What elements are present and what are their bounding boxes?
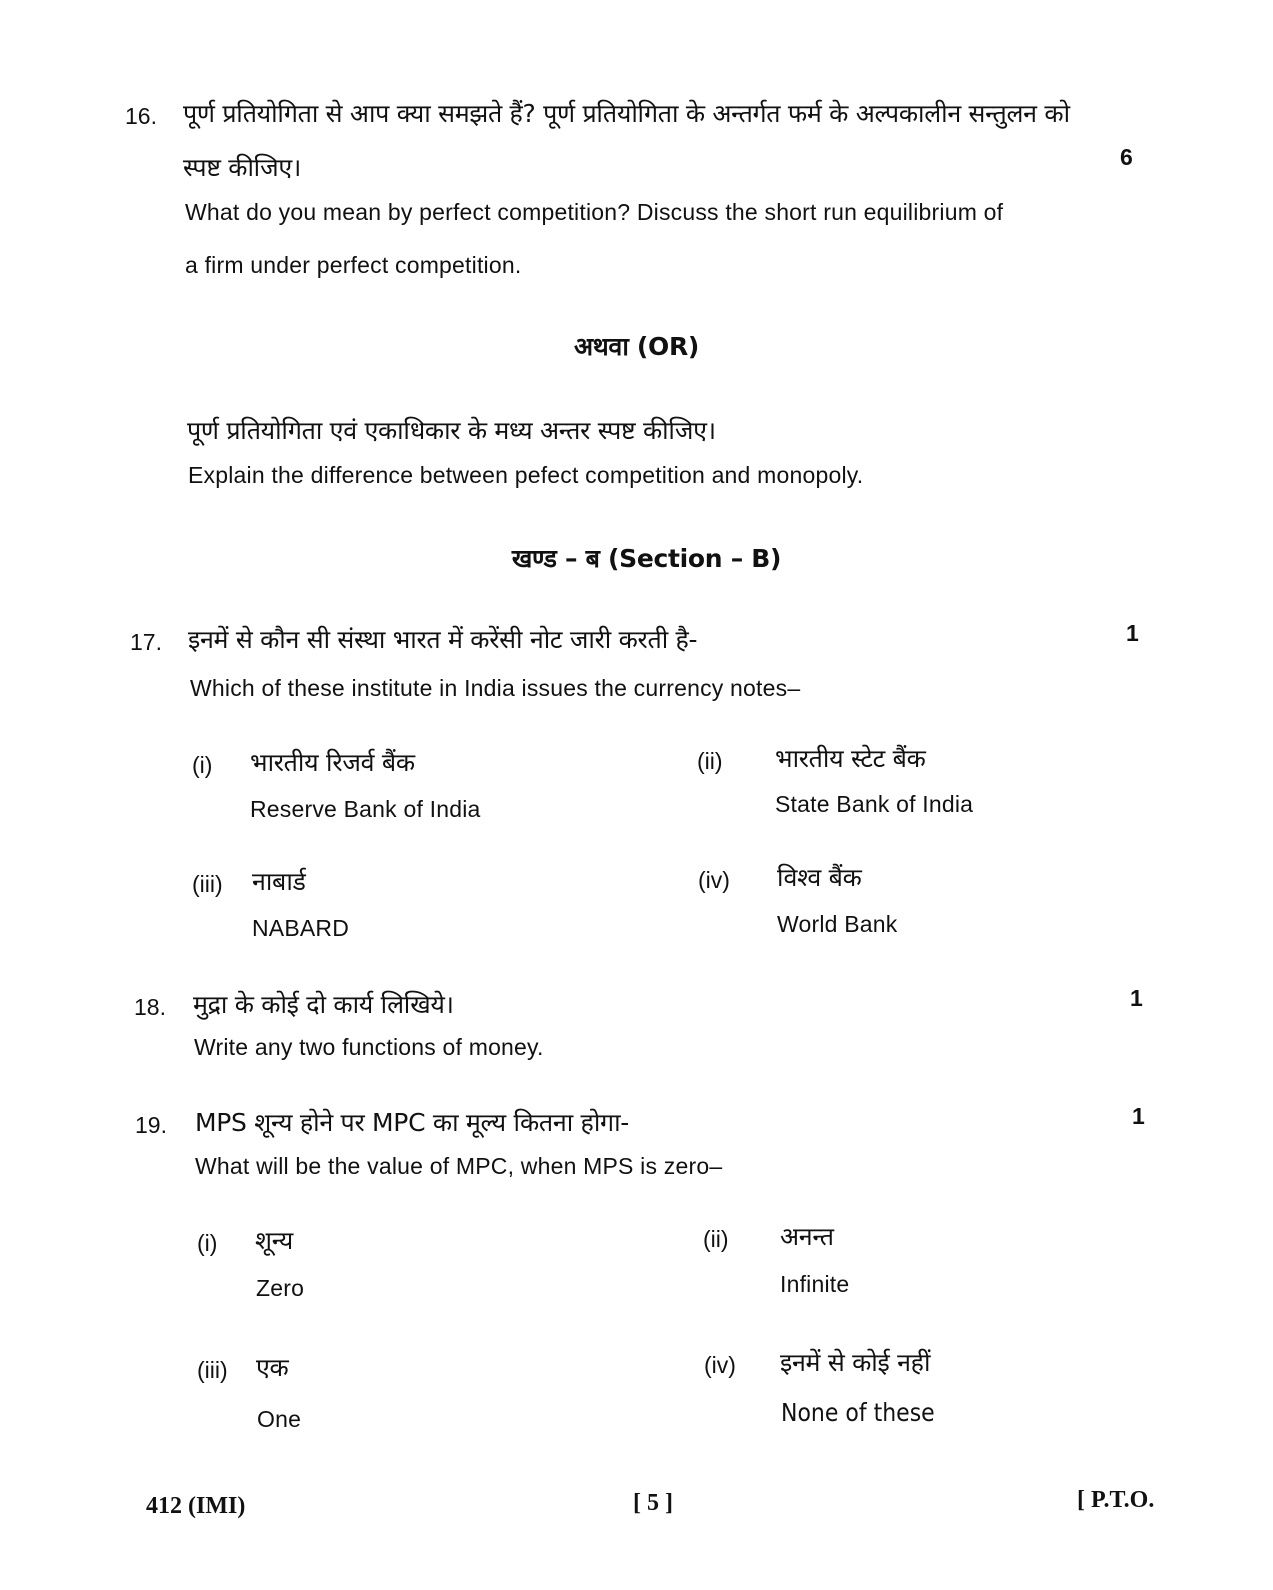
question-number: 16.	[125, 103, 157, 129]
option-english: None of these	[781, 1398, 935, 1427]
question-hindi-line2: स्पष्ट कीजिए।	[183, 153, 302, 182]
alternative-hindi: पूर्ण प्रतियोगिता एवं एकाधिकार के मध्य अन्तर स्पष्ट कीजिए।	[187, 416, 716, 445]
question-hindi: MPS शून्य होने पर MPC का मूल्य कितना होगा-	[195, 1108, 629, 1137]
please-turn-over: [ P.T.O.	[1077, 1487, 1155, 1513]
option-hindi: इनमें से कोई नहीं	[780, 1348, 931, 1377]
marks: 1	[1132, 1103, 1145, 1129]
question-hindi: मुद्रा के कोई दो कार्य लिखिये।	[193, 990, 454, 1019]
option-label: (iv)	[698, 867, 730, 893]
section-heading: खण्ड – ब (Section – B)	[511, 544, 782, 573]
question-english: What will be the value of MPC, when MPS is zero–	[195, 1153, 723, 1179]
option-hindi: नाबार्ड	[252, 867, 306, 896]
alternative-english: Explain the difference between pefect competition and monopoly.	[188, 462, 864, 488]
option-hindi: शून्य	[255, 1226, 293, 1255]
question-number: 17.	[130, 629, 162, 655]
marks: 6	[1120, 144, 1133, 170]
question-english-line1: What do you mean by perfect competition? Discuss the short run equilibrium of	[185, 199, 1004, 225]
option-label: (ii)	[703, 1226, 729, 1252]
option-english: Zero	[256, 1275, 305, 1301]
option-hindi: विश्व बैंक	[777, 863, 862, 892]
option-english: World Bank	[777, 911, 898, 937]
option-label: (iii)	[192, 871, 223, 897]
option-hindi: भारतीय स्टेट बैंक	[775, 744, 926, 773]
option-label: (iv)	[704, 1352, 736, 1378]
option-label: (i)	[192, 752, 213, 778]
question-english: Write any two functions of money.	[194, 1034, 544, 1060]
option-hindi: भारतीय रिजर्व बैंक	[250, 748, 415, 777]
marks: 1	[1126, 620, 1139, 646]
option-english: One	[257, 1406, 302, 1432]
page-number: [ 5 ]	[633, 1490, 673, 1516]
question-hindi-line1: पूर्ण प्रतियोगिता से आप क्या समझते हैं? पूर्ण प्रतियोगिता के अन्तर्गत फर्म के अल्पकालीन सन्तुलन को	[183, 99, 1070, 128]
question-number: 18.	[134, 994, 166, 1020]
paper-code: 412 (IMI)	[146, 1493, 246, 1519]
question-number: 19.	[135, 1112, 167, 1138]
option-label: (iii)	[197, 1357, 228, 1383]
question-english: Which of these institute in India issues the currency notes–	[190, 675, 801, 701]
option-label: (i)	[197, 1230, 218, 1256]
option-label: (ii)	[697, 748, 723, 774]
option-hindi: अनन्त	[780, 1222, 834, 1251]
question-english-line2: a firm under perfect competition.	[185, 252, 522, 278]
option-english: NABARD	[252, 915, 350, 941]
option-english: State Bank of India	[775, 791, 974, 817]
question-hindi: इनमें से कौन सी संस्था भारत में करेंसी नोट जारी करती है-	[188, 625, 698, 654]
option-english: Infinite	[780, 1271, 850, 1297]
option-english: Reserve Bank of India	[250, 796, 481, 822]
marks: 1	[1130, 985, 1143, 1011]
or-separator: अथवा (OR)	[573, 332, 700, 361]
option-hindi: एक	[256, 1353, 289, 1382]
